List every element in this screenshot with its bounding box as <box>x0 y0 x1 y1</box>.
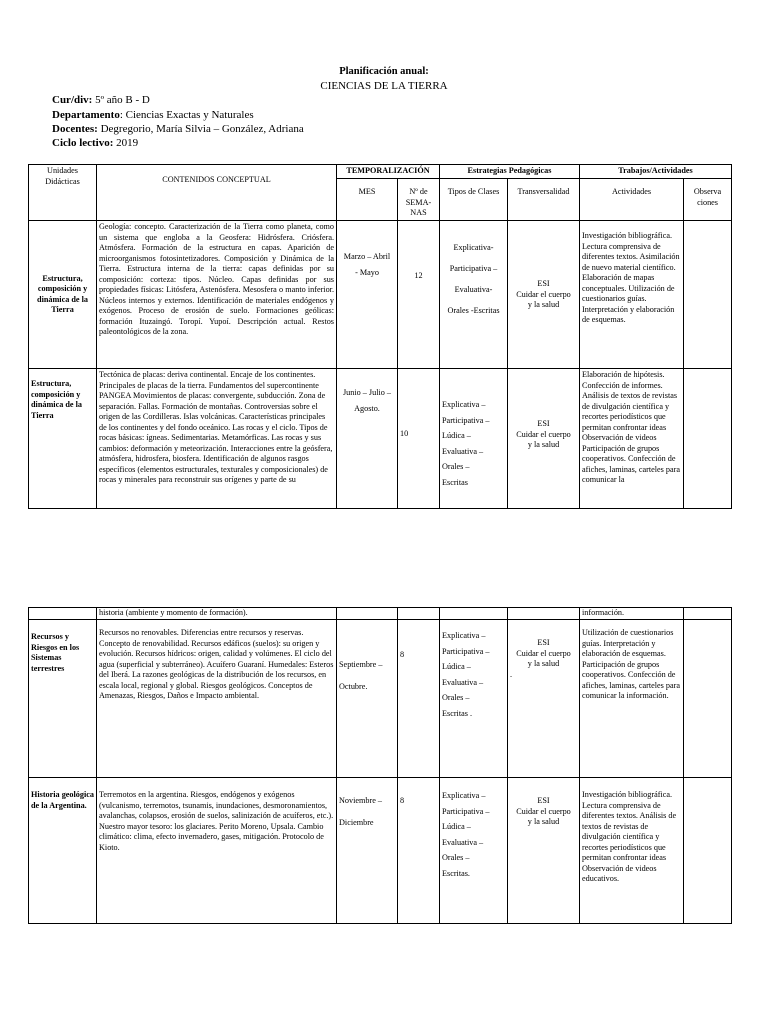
weeks-cell: 12 <box>398 221 440 369</box>
unit-cell: Estructura, composición y dinámica de la Tierra <box>29 221 97 369</box>
planning-table-page1 <box>28 164 732 509</box>
transversality-line: Cuidar el cuerpo <box>516 289 571 299</box>
month-cell <box>337 369 398 509</box>
month-line: Octubre. <box>339 682 368 691</box>
transversality-line: ESI <box>537 279 550 288</box>
header-contenidos: CONTENIDOS CONCEPTUAL <box>97 165 337 221</box>
header-unidades: Unidades Didácticas <box>29 165 97 221</box>
table-row <box>29 221 732 369</box>
transversality-cell <box>508 620 580 778</box>
weeks-cell <box>398 608 440 620</box>
class-type-line: Participativa – <box>442 806 490 816</box>
course-line <box>52 94 150 106</box>
cycle-line <box>52 137 138 149</box>
header-mes: MES <box>337 179 398 221</box>
observations-cell <box>684 778 732 924</box>
month-cell <box>337 608 398 620</box>
activities-cell: Utilización de cuestionarios guías. Interpretación y elaboración de esquemas. Participación de grupos cooperativos. Confección de afiches, laminas, carteles para comunicar la información. <box>580 620 684 778</box>
class-type-line: Explicativa – <box>442 791 486 800</box>
month-line: Junio – Julio – <box>343 388 391 397</box>
transversality-line: Cuidar el cuerpo <box>516 648 571 658</box>
observations-cell <box>684 221 732 369</box>
header-observaciones: Observa ciones <box>684 179 732 221</box>
class-type-line: Orales – <box>442 853 470 863</box>
transversality-line: y la salud <box>527 659 560 668</box>
class-type-line: Participativa – <box>449 264 498 273</box>
unit-cell: Historia geológica de la Argentina. <box>29 778 97 924</box>
class-type-line: Lúdica – <box>442 662 471 672</box>
class-types-cell <box>440 608 508 620</box>
class-type-line: Lúdica – <box>442 822 471 832</box>
content-cell: Recursos no renovables. Diferencias entre recursos y reservas. Concepto de renovabilidad. Recursos edáficos (suelos): su origen y evolución. Recursos hídricos: origen, calidad y volúmenes. El ciclo del agua (superficial y subterráneo). Acuífero Guaraní. Humedales: Esteros del Iberá. La razones geológicas de la distribución de los recursos, en escala local, regional y global. Riesgos geológicos. Conceptos de Amenazas, Riesgos, Daños e Impacto ambiental. <box>97 620 337 778</box>
class-type-line: Orales -Escritas <box>447 306 500 315</box>
department-line <box>52 109 254 121</box>
content-cell: historia (ambiente y momento de formación). <box>97 608 337 620</box>
transversality-cell <box>508 608 580 620</box>
header-transversalidad: Transversalidad <box>508 179 580 221</box>
weeks-cell: 8 <box>398 620 440 778</box>
class-types-cell <box>440 221 508 369</box>
observations-cell <box>684 608 732 620</box>
class-types-cell <box>440 369 508 509</box>
header-semanas: Nº de SEMA-NAS <box>398 179 440 221</box>
observations-cell <box>684 620 732 778</box>
transversality-line: y la salud <box>527 300 560 309</box>
table-row <box>29 620 732 778</box>
activities-cell: información. <box>580 608 684 620</box>
month-line: Marzo – Abril <box>343 252 391 261</box>
teachers-value: Degregorio, María Silvia – González, Adriana <box>97 123 304 135</box>
header-temporalizacion: TEMPORALIZACIÓN <box>337 165 440 179</box>
month-line: Diciembre <box>339 818 374 827</box>
cycle-label: Ciclo lectivo: <box>52 137 114 149</box>
department-label: Departamento <box>52 109 120 121</box>
activities-cell: Elaboración de hipótesis. Confección de informes. Análisis de textos de revistas de divulgación científica y recortes periodísticos que permitan confrontar ideas Observación de videos Participación de grupos cooperativos. Confección de afiches, laminas, carteles para comunicar la <box>580 369 684 509</box>
content-cell: Tectónica de placas: deriva continental. Encaje de los continentes. Principales de placas de la tierra. Fundamentos del supercontinente PANGEA Movimientos de placas: convergente, subducción. Zona de separación. Fallas. Formación de montañas. Controversias sobre el origen de las Cordilleras. Islas volcánicas. Características principales de los continentes y del fondo oceánico. Las rocas y el ciclo. Tipos de rocas básicas: ígneas. Sedimentarias. Metamórficas. Las rocas y sus cambios: deformación y meteorización. Interacciones entre la geósfera, atmósfera, hidrosfera, biosfera. Identificación de algunos rasgos específicos (elementos estructurales, texturales y composicionales) de rocas y minerales para reconstruir sus orígenes y parte de su <box>97 369 337 509</box>
table-row <box>29 369 732 509</box>
class-type-line: Orales – <box>442 693 470 703</box>
teachers-line <box>52 123 304 135</box>
weeks-cell: 8 <box>398 778 440 924</box>
header-tipos: Tipos de Clases <box>440 179 508 221</box>
class-types-cell <box>440 778 508 924</box>
class-type-line: Orales – <box>442 462 470 472</box>
transversality-line: . <box>510 669 513 679</box>
class-type-line: Participativa – <box>442 646 490 656</box>
month-cell <box>337 778 398 924</box>
header-trabajos: Trabajos/Actividades <box>580 165 732 179</box>
header-actividades: Actividades <box>580 179 684 221</box>
content-cell: Geología: concepto. Caracterización de la Tierra como planeta, como un sistema que engloba a la Geosfera: Hidrósfera. Criósfera. Atmósfera. Formación de la estructura en capas. Aparición de microorganismos fotosintetizadores. Composición y Dinámica de la Tierra. Estructura interna de la tierra: capas definidas por su composición: corteza: tipos. Núcleo. Capas definidas por sus propiedades físicas: Litósfera, Astenósfera. Mesosfera o manto inferior. Núcleos internos y externos. Identificación de materiales endógenos y exógenos. Proceso de erosión de suelo. Formaciones geólicas: formación Ituzaingó. Toropí. Yupoí. Descripción actual. Restos paleontológicos de la zona. <box>97 221 337 369</box>
observations-cell <box>684 369 732 509</box>
class-type-line: Lúdica – <box>442 431 471 441</box>
weeks-cell: 10 <box>398 369 440 509</box>
month-line: Septiembre – <box>339 660 383 669</box>
month-line: - Mayo <box>355 267 379 277</box>
class-type-line: Explicativa – <box>442 631 486 640</box>
transversality-line: y la salud <box>527 817 560 826</box>
transversality-cell <box>508 778 580 924</box>
class-types-cell <box>440 620 508 778</box>
activities-cell: Investigación bibliográfica. Lectura comprensiva de diferentes textos. Asimilación de nuevo material científico. Elaboración de mapas conceptuales. Utilización de cuestionarios guías. Interpretación y elaboración de esquemas. <box>580 221 684 369</box>
page-title: Planificación anual: <box>339 66 429 77</box>
class-type-line: Escritas . <box>442 708 473 718</box>
teachers-label: Docentes: <box>52 123 98 135</box>
department-value: : Ciencias Exactas y Naturales <box>119 109 254 121</box>
transversality-cell <box>508 221 580 369</box>
unit-cell: Estructura, composición y dinámica de la Tierra <box>29 369 97 509</box>
class-type-line: Escritas. <box>442 868 470 878</box>
transversality-line: ESI <box>537 419 550 428</box>
activities-cell: Investigación bibliográfica. Lectura comprensiva de diferentes textos. Análisis de textos de revistas de divulgación científica y recortes periodísticos que permitan confrontar ideas Observación de videos educativos. <box>580 778 684 924</box>
unit-cell <box>29 608 97 620</box>
cycle-value: 2019 <box>113 137 139 149</box>
unit-cell: Recursos y Riesgos en los Sistemas terrestres <box>29 620 97 778</box>
course-label: Cur/div: <box>52 94 93 106</box>
header-estrategias: Estrategias Pedagógicas <box>440 165 580 179</box>
transversality-line: Cuidar el cuerpo <box>516 806 571 816</box>
class-type-line: Explicativa – <box>442 400 486 409</box>
transversality-cell <box>508 369 580 509</box>
class-type-line: Evaluativa- <box>454 285 493 294</box>
content-cell: Terremotos en la argentina. Riesgos, endógenos y exógenos (vulcanismo, terremotos, tsunamis, inundaciones, desmoronamientos, avalanchas, colapsos, erosión de suelos, salinización de acuíferos, etc.). Nuestro mayor tesoro: los glaciares. Perito Moreno, Upsala. Cambio climático: clima, efecto invernadero, gases, mitigación. Protocolo de Kioto. <box>97 778 337 924</box>
class-type-line: Evaluativa – <box>442 837 484 847</box>
table-row <box>29 608 732 620</box>
month-cell <box>337 221 398 369</box>
class-type-line: Explicativa- <box>453 243 494 252</box>
class-type-line: Escritas <box>442 477 468 487</box>
month-line: Agosto. <box>354 403 380 413</box>
class-type-line: Evaluativa – <box>442 446 484 456</box>
table-row <box>29 778 732 924</box>
month-cell <box>337 620 398 778</box>
transversality-line: ESI <box>537 796 550 805</box>
course-value: 5º año B - D <box>92 94 150 106</box>
class-type-line: Participativa – <box>442 415 490 425</box>
planning-table-page2 <box>28 607 732 924</box>
month-line: Noviembre – <box>339 796 382 805</box>
class-type-line: Evaluativa – <box>442 677 484 687</box>
transversality-line: y la salud <box>527 440 560 449</box>
transversality-line: ESI <box>537 638 550 647</box>
transversality-line: Cuidar el cuerpo <box>516 429 571 439</box>
subject-title: CIENCIAS DE LA TIERRA <box>320 80 448 92</box>
